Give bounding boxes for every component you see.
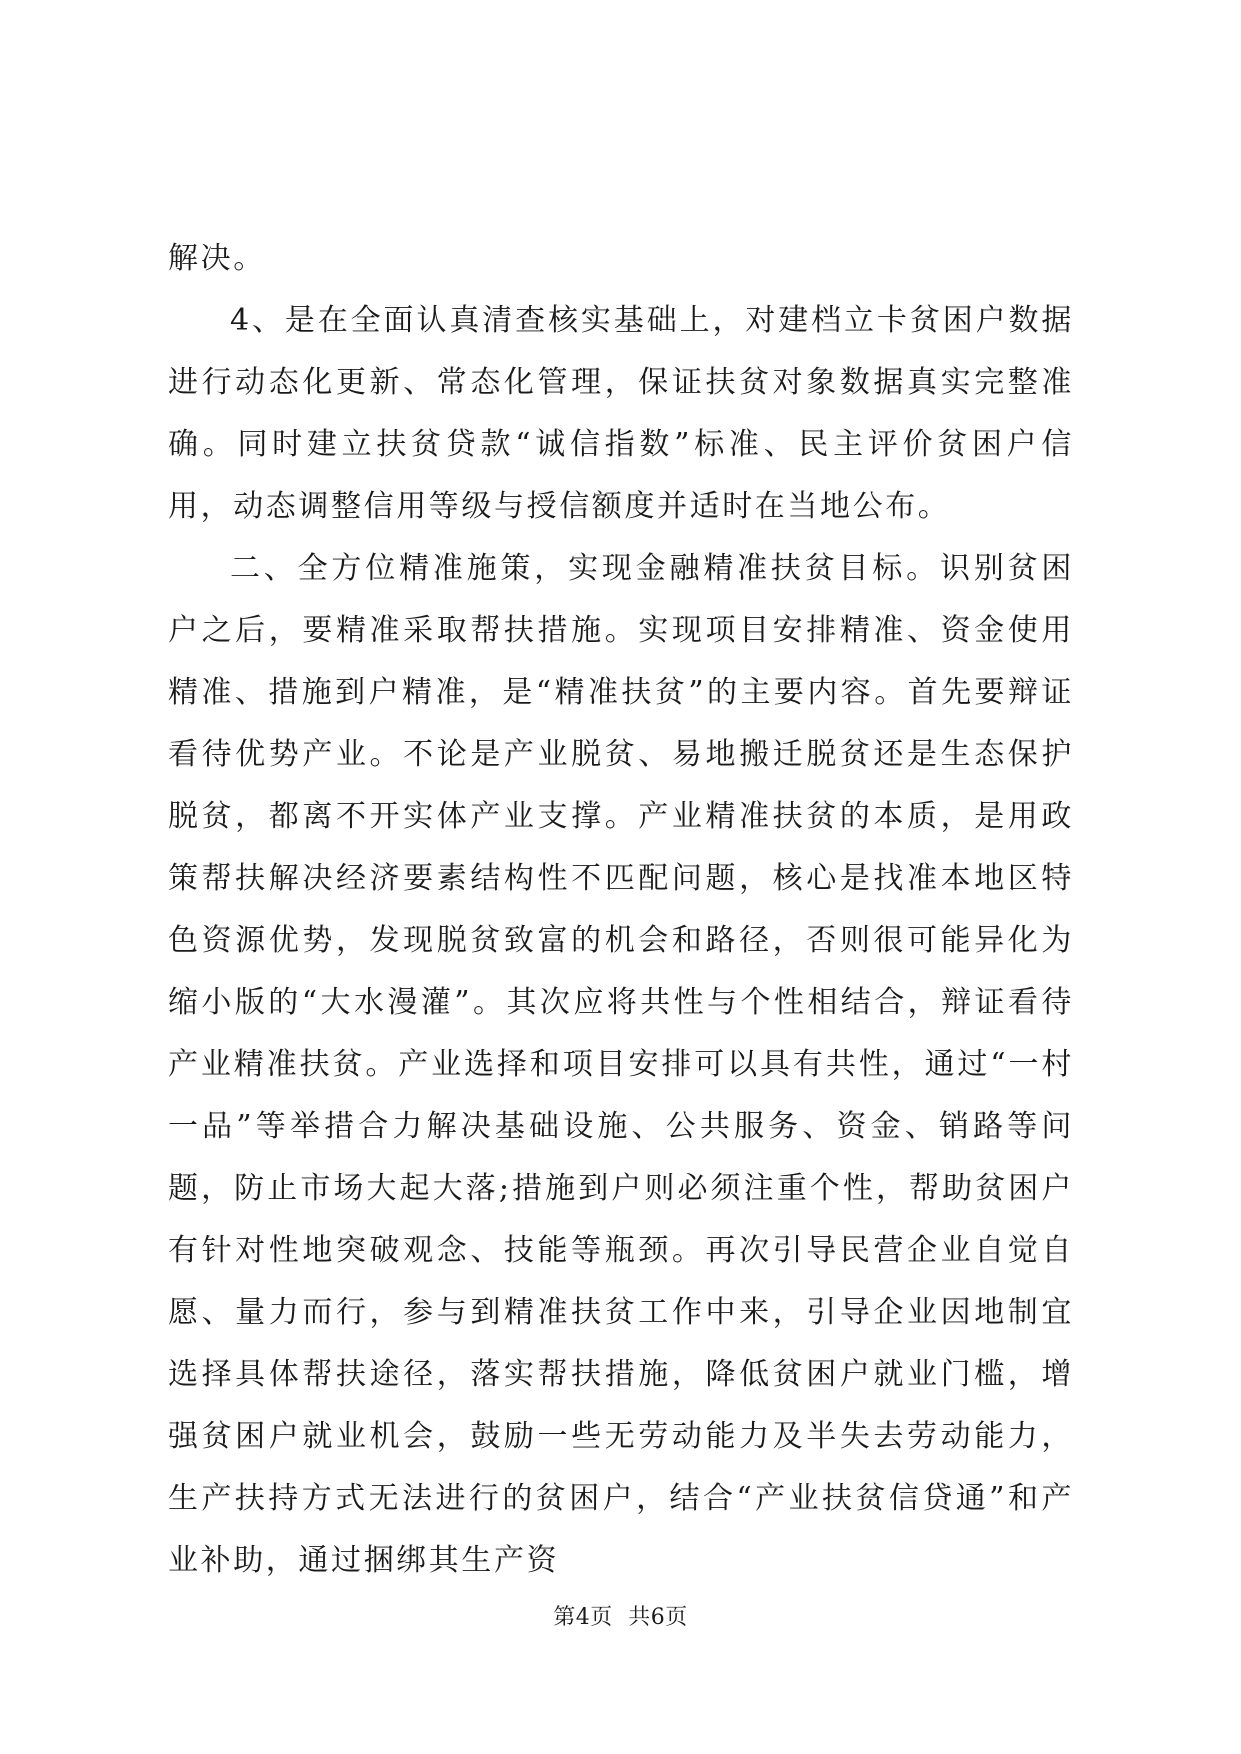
page-footer (0, 1600, 1241, 1631)
page-total: 共6页 (628, 1605, 688, 1630)
paragraph-section-two: 二、全方位精准施策，实现金融精准扶贫目标。识别贫困户之后，要精准采取帮扶措施。实现项目安排精准、资金使用精准、措施到户精准，是“精准扶贫”的主要内容。首先要辩证看待优势产业。不论是产业脱贫、易地搬迁脱贫还是生态保护脱贫，都离不开实体产业支撑。产业精准扶贫的本质，是用政策帮扶解决经济要素结构性不匹配问题，核心是找准本地区特色资源优势，发现脱贫致富的机会和路径，否则很可能异化为缩小版的“大水漫灌”。其次应将共性与个性相结合，辩证看待产业精准扶贫。产业选择和项目安排可以具有共性，通过“一村一品”等举措合力解决基础设施、公共服务、资金、销路等问题，防止市场大起大落;措施到户则必须注重个性，帮助贫困户有针对性地突破观念、技能等瓶颈。再次引导民营企业自觉自愿、量力而行，参与到精准扶贫工作中来，引导企业因地制宜选择具体帮扶途径，落实帮扶措施，降低贫困户就业门槛，增强贫困户就业机会，鼓励一些无劳动能力及半失去劳动能力，生产扶持方式无法进行的贫困户，结合“产业扶贫信贷通”和产业补助，通过捆绑其生产资 (168, 551, 1074, 1578)
paragraph-item-4: 4、是在全面认真清查核实基础上，对建档立卡贫困户数据进行动态化更新、常态化管理，保证扶贫对象数据真实完整准确。同时建立扶贫贷款“诚信指数”标准、民主评价贫困户信用，动态调整信用等级与授信额度并适时在当地公布。 (168, 303, 1074, 524)
paragraph-continuation: 解决。 (168, 241, 266, 276)
document-body (168, 228, 1074, 1592)
page-number: 第4页 (553, 1605, 613, 1630)
